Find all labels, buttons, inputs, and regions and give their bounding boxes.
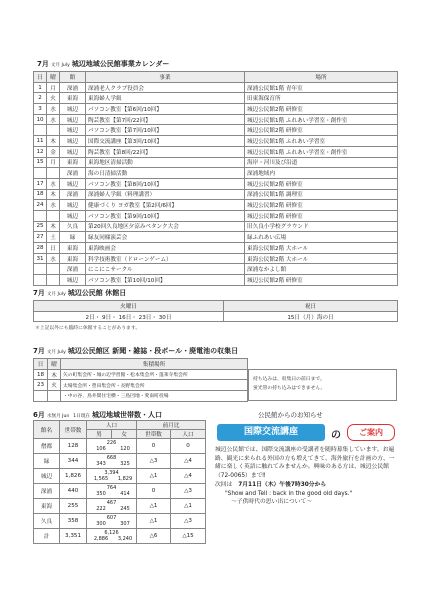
- hall-cell: 城辺: [60, 104, 86, 115]
- female-value: 414: [120, 491, 130, 497]
- day-cell: 31: [34, 253, 47, 264]
- hall-cell: 深浦: [60, 264, 86, 275]
- place-cell: 城辺公民館2階 研修室: [245, 210, 398, 221]
- banner-no: の: [331, 430, 341, 441]
- tuesday-dates: 2日・ 9日・ 16日・ 23日・ 30日: [34, 311, 224, 322]
- prev-population-cell: △4: [171, 454, 206, 469]
- households-cell: 1,826: [60, 469, 87, 484]
- day-cell: [34, 210, 47, 221]
- place-cell: 東海公民館2階 大ホール: [245, 243, 398, 254]
- households-cell: 128: [60, 439, 87, 454]
- weekday-cell: 水: [47, 104, 60, 115]
- hall-cell: 緑: [34, 454, 60, 469]
- male-value: 2,886: [93, 536, 109, 542]
- population-cell: [87, 454, 137, 469]
- day-cell: [34, 168, 47, 179]
- prev-population-cell: △3: [171, 484, 206, 499]
- hall-cell: 久良: [60, 221, 86, 232]
- next-label: 次回は: [215, 482, 233, 488]
- event-cell: 陶芸教室【第7回/22回】: [86, 114, 245, 125]
- event-cell: 東海地区清掃活動: [86, 157, 245, 168]
- population-cell: [87, 499, 137, 514]
- population-cell: [87, 469, 137, 484]
- weekday-cell: 金: [47, 146, 60, 157]
- weekday-cell: 日: [47, 243, 60, 254]
- total-value: 764: [106, 484, 117, 491]
- recycle-table: [33, 358, 248, 402]
- day-cell: 1: [34, 82, 47, 93]
- place-cell: 城辺公民館1階 ふれあい学習室・創作室: [245, 146, 398, 157]
- prev-households-cell: 0: [137, 484, 171, 499]
- banner-title: 国際交流講座: [217, 424, 325, 441]
- prev-population-cell: △15: [171, 529, 206, 544]
- topic-ja: ～子供時代の思い出について～: [231, 499, 313, 505]
- hall-cell: 久良: [34, 514, 60, 529]
- population-table: [33, 420, 206, 544]
- prev-households-cell: △1: [137, 469, 171, 484]
- households-cell: 255: [60, 499, 87, 514]
- prev-population-cell: △1: [171, 499, 206, 514]
- calendar-header-row: [34, 72, 398, 83]
- event-cell: 国際交流講座【第3回/10回】: [86, 136, 245, 147]
- place-cell: 東海公民館2階 大ホール: [245, 253, 398, 264]
- weekday-cell: [47, 125, 60, 136]
- table-row: [34, 189, 398, 200]
- day-cell: [34, 391, 48, 402]
- table-row: [34, 275, 398, 286]
- hall-cell: 城辺: [60, 136, 86, 147]
- prev-population-cell: 0: [171, 439, 206, 454]
- holiday-header: 祝日: [224, 301, 398, 312]
- table-row: [34, 125, 398, 136]
- table-row: [34, 232, 398, 243]
- hall-cell: 深浦: [60, 189, 86, 200]
- hall-cell: 城辺: [60, 114, 86, 125]
- table-row: [34, 264, 398, 275]
- next-date: 7月11日（木）午後7時30分から: [238, 482, 327, 488]
- prev-households-cell: △6: [137, 529, 171, 544]
- weekday-cell: 木: [47, 136, 60, 147]
- male-female-values: [89, 461, 134, 468]
- day-cell: 27: [34, 232, 47, 243]
- table-row: [34, 210, 398, 221]
- event-cell: にこにこサークル: [86, 264, 245, 275]
- day-cell: 12: [34, 146, 47, 157]
- weekday-cell: 木: [47, 221, 60, 232]
- place-cell: 田東海保育所: [245, 93, 398, 104]
- weekday-cell: 木: [47, 189, 60, 200]
- male-value: 300: [96, 521, 106, 527]
- hall-header: 館名: [34, 421, 60, 439]
- place-cell: 城辺公民館1階 ふれあい学習室: [245, 136, 398, 147]
- total-value: 607: [106, 514, 117, 521]
- event-cell: 陶芸教室【第8回/22回】: [86, 146, 245, 157]
- total-value: 668: [106, 454, 117, 461]
- place-cell: 城辺公民館2階 研修室: [245, 275, 398, 286]
- place-cell: 深浦公民館1階 青年室: [245, 82, 398, 93]
- hall-cell: 城辺: [60, 200, 86, 211]
- hall-cell: 東海: [60, 93, 86, 104]
- closed-days-table: [33, 300, 398, 322]
- table-row: [34, 380, 248, 391]
- table-row: [34, 484, 206, 499]
- prev-households-cell: △3: [137, 454, 171, 469]
- table-row: [34, 514, 206, 529]
- day-cell: 11: [34, 136, 47, 147]
- table-row: [34, 454, 206, 469]
- place-cell: 太場集会所・豊田集会所・長野集会所: [61, 380, 248, 391]
- recycle-note-2: 蛍光管の持ち込みはできません。: [253, 386, 326, 391]
- recycle-header-cell: 曜: [48, 359, 61, 370]
- table-row: [34, 439, 206, 454]
- event-cell: 健康づくり ヨガ教室【第2回/6回】: [86, 200, 245, 211]
- calendar-header-cell: 館: [60, 72, 86, 83]
- weekday-cell: 月: [47, 157, 60, 168]
- population-title: 6月 水無月 Jun 1日現在 城辺地域世帯数・人口: [33, 411, 163, 419]
- population-cell: [87, 484, 137, 499]
- calendar-header-cell: 事業: [86, 72, 245, 83]
- day-cell: 18: [34, 369, 48, 380]
- prev-population-header: 人口: [171, 430, 206, 439]
- place-cell: 海岸・河川及び沿道: [245, 157, 398, 168]
- day-cell: [34, 275, 47, 286]
- day-cell: 2: [34, 93, 47, 104]
- total-value: 467: [106, 499, 117, 506]
- table-row: [34, 200, 398, 211]
- event-cell: パソコン教室【第6回/10回】: [86, 104, 245, 115]
- weekday-cell: 土: [47, 232, 60, 243]
- event-calendar-table: [33, 71, 398, 286]
- weekday-cell: [47, 168, 60, 179]
- event-cell: 第20回久良地区夕涼みペタンク大会: [86, 221, 245, 232]
- day-cell: 23: [34, 380, 48, 391]
- hall-cell: 城辺: [60, 125, 86, 136]
- event-cell: 東海映画会: [86, 243, 245, 254]
- male-female-values: [89, 521, 134, 528]
- closed-note: ＊上記以外にも臨時に休館することがあります。: [35, 326, 141, 331]
- calendar-header-cell: 場所: [245, 72, 398, 83]
- event-cell: 深浦婦人学級（料理講習）: [86, 189, 245, 200]
- place-cell: 城辺公民館2階 研修室: [245, 125, 398, 136]
- place-cell: 緑ふれあい広場: [245, 232, 398, 243]
- day-cell: 18: [34, 189, 47, 200]
- place-cell: 城辺公民館2階 研修室: [245, 200, 398, 211]
- female-value: 120: [120, 446, 130, 452]
- hall-cell: 東海: [60, 253, 86, 264]
- male-female-values: [89, 506, 134, 513]
- table-row: [34, 168, 398, 179]
- female-value: 325: [120, 461, 130, 467]
- place-cell: 旧久良小学校グラウンド: [245, 221, 398, 232]
- hall-cell: 僧都: [34, 439, 60, 454]
- table-row: [34, 243, 398, 254]
- prev-month-header: 前月比: [137, 421, 206, 430]
- female-header: 女: [112, 430, 137, 439]
- recycle-header-cell: 日: [34, 359, 48, 370]
- weekday-cell: 水: [47, 114, 60, 125]
- place-cell: 深浦公民館1階 調理室: [245, 189, 398, 200]
- hall-cell: 深浦: [60, 168, 86, 179]
- male-value: 222: [96, 506, 106, 512]
- male-value: 106: [96, 446, 106, 452]
- place-cell: 城辺公民館2階 研修室: [245, 178, 398, 189]
- weekday-cell: [47, 210, 60, 221]
- weekday-cell: [47, 264, 60, 275]
- recycle-header-cell: 集積場所: [61, 359, 248, 370]
- day-cell: [34, 125, 47, 136]
- prev-households-header: 世帯数: [137, 430, 171, 439]
- households-cell: 3,351: [60, 529, 87, 544]
- female-value: 1,829: [117, 476, 133, 482]
- weekday-cell: 火: [47, 93, 60, 104]
- table-row: [34, 391, 248, 402]
- calendar-header-cell: 日: [34, 72, 47, 83]
- total-value: 3,394: [104, 469, 119, 476]
- hall-cell: 東海: [34, 499, 60, 514]
- hall-cell: 城辺: [60, 178, 86, 189]
- male-value: 1,565: [93, 476, 109, 482]
- male-female-values: [89, 476, 134, 483]
- table-row: [34, 146, 398, 157]
- table-row: [34, 253, 398, 264]
- population-cell: [87, 529, 137, 544]
- hall-cell: 計: [34, 529, 60, 544]
- population-header: 人口: [87, 421, 137, 430]
- day-cell: 25: [34, 221, 47, 232]
- place-cell: 深浦地域内: [245, 168, 398, 179]
- table-row: [34, 499, 206, 514]
- households-cell: 358: [60, 514, 87, 529]
- weekday-cell: 月: [47, 82, 60, 93]
- table-row: [34, 529, 206, 544]
- table-row: [34, 136, 398, 147]
- hall-cell: 城辺: [60, 210, 86, 221]
- weekday-header: 火曜日: [34, 301, 224, 312]
- hall-cell: 城辺: [60, 275, 86, 286]
- male-value: 350: [96, 491, 106, 497]
- recycle-title: 7月 文月 July 城辺公民館区 新聞・雑誌・段ボール・廃電池の収集日: [33, 347, 239, 355]
- female-value: 307: [120, 521, 130, 527]
- hall-cell: 深浦: [60, 82, 86, 93]
- notice-body: [215, 446, 397, 507]
- event-cell: 科学技術教室（ドローンゲーム）: [86, 253, 245, 264]
- table-row: [34, 104, 398, 115]
- total-value: 226: [106, 439, 117, 446]
- female-value: 245: [120, 506, 130, 512]
- table-row: [34, 469, 206, 484]
- hall-cell: 城辺: [34, 469, 60, 484]
- table-row: [34, 82, 398, 93]
- hall-cell: 東海: [60, 157, 86, 168]
- day-cell: 15: [34, 157, 47, 168]
- event-cell: 深浦老人クラブ役員会: [86, 82, 245, 93]
- recycle-header-row: [34, 359, 248, 370]
- event-cell: パソコン教室【第8回/10回】: [86, 178, 245, 189]
- place-cell: 深浦なかよし館: [245, 264, 398, 275]
- event-cell: パソコン教室【第7回/10回】: [86, 125, 245, 136]
- day-cell: 24: [34, 200, 47, 211]
- table-row: [34, 178, 398, 189]
- male-female-values: [89, 536, 134, 543]
- hall-cell: 緑: [60, 232, 86, 243]
- table-row: [34, 93, 398, 104]
- event-cell: パソコン教室【第9回/10回】: [86, 210, 245, 221]
- banner-guide: ご案内: [347, 424, 395, 441]
- hall-cell: 東海: [60, 243, 86, 254]
- event-cell: 緑友同様演芸会: [86, 232, 245, 243]
- event-cell: 東海婦人学級: [86, 93, 245, 104]
- male-female-values: [89, 491, 134, 498]
- notice-text: 城辺公民館では、国際交流講座の受講者を随時募集しています。お遍路、観光に来られる外国の方も増えてきて、海外旅行を計画の方、一緒に楽しく英語に触れてみませんか。興味のある方は、城辺公民館（72-0065）まで‼: [215, 447, 395, 479]
- table-row: [34, 114, 398, 125]
- population-cell: [87, 439, 137, 454]
- table-row: [34, 369, 248, 380]
- female-value: 3,240: [117, 536, 133, 542]
- weekday-cell: 水: [47, 178, 60, 189]
- weekday-cell: [48, 391, 61, 402]
- event-cell: パソコン教室【第10回/10回】: [86, 275, 245, 286]
- place-cell: 城辺公民館1階 ふれあい学習室・創作室: [245, 114, 398, 125]
- calendar-header-cell: 曜: [47, 72, 60, 83]
- hall-cell: 深浦: [34, 484, 60, 499]
- population-cell: [87, 514, 137, 529]
- weekday-cell: 火: [48, 380, 61, 391]
- households-header: 世帯数: [60, 421, 87, 439]
- households-cell: 440: [60, 484, 87, 499]
- weekday-cell: 水: [47, 253, 60, 264]
- prev-households-cell: △1: [137, 499, 171, 514]
- weekday-cell: 水: [47, 200, 60, 211]
- hall-cell: 城辺: [60, 146, 86, 157]
- closed-days-title: 7月 文月 July 城辺公民館 休館日: [33, 289, 127, 297]
- place-cell: 矢の町集会所・城の辺学習館・松本集会所・蓬莱寺集会所: [61, 369, 248, 380]
- day-cell: 28: [34, 243, 47, 254]
- day-cell: 10: [34, 114, 47, 125]
- day-cell: 3: [34, 104, 47, 115]
- topic-en: "Show and Tell : back in the good old days.": [225, 490, 353, 497]
- recycle-note-1: 持ち込みは、収集日の前日まで。: [253, 377, 325, 382]
- place-cell: 城辺公民館2階 研修室: [245, 104, 398, 115]
- male-header: 男: [87, 430, 112, 439]
- weekday-cell: [47, 275, 60, 286]
- male-value: 343: [96, 461, 106, 467]
- total-value: 6,126: [104, 529, 119, 536]
- prev-population-cell: △3: [171, 514, 206, 529]
- prev-population-cell: △4: [171, 469, 206, 484]
- place-cell: ・中の谷、鳥井間住宅横・三島団地・愛南町役場: [61, 391, 248, 402]
- table-row: [34, 157, 398, 168]
- calendar-title: 7月 文月 July 城辺地域公民館事業カレンダー: [37, 60, 170, 68]
- recycle-note-box: [248, 369, 397, 401]
- event-cell: 海の日清掃活動: [86, 168, 245, 179]
- table-row: [34, 221, 398, 232]
- holiday-dates: 15日（月）海の日: [224, 311, 398, 322]
- notice-banner: [215, 423, 397, 443]
- weekday-cell: 木: [48, 369, 61, 380]
- male-female-values: [89, 446, 134, 453]
- households-cell: 344: [60, 454, 87, 469]
- day-cell: [34, 264, 47, 275]
- prev-households-cell: △1: [137, 514, 171, 529]
- notice-heading: 公民館からのお知らせ: [258, 411, 323, 419]
- day-cell: 17: [34, 178, 47, 189]
- prev-households-cell: 0: [137, 439, 171, 454]
